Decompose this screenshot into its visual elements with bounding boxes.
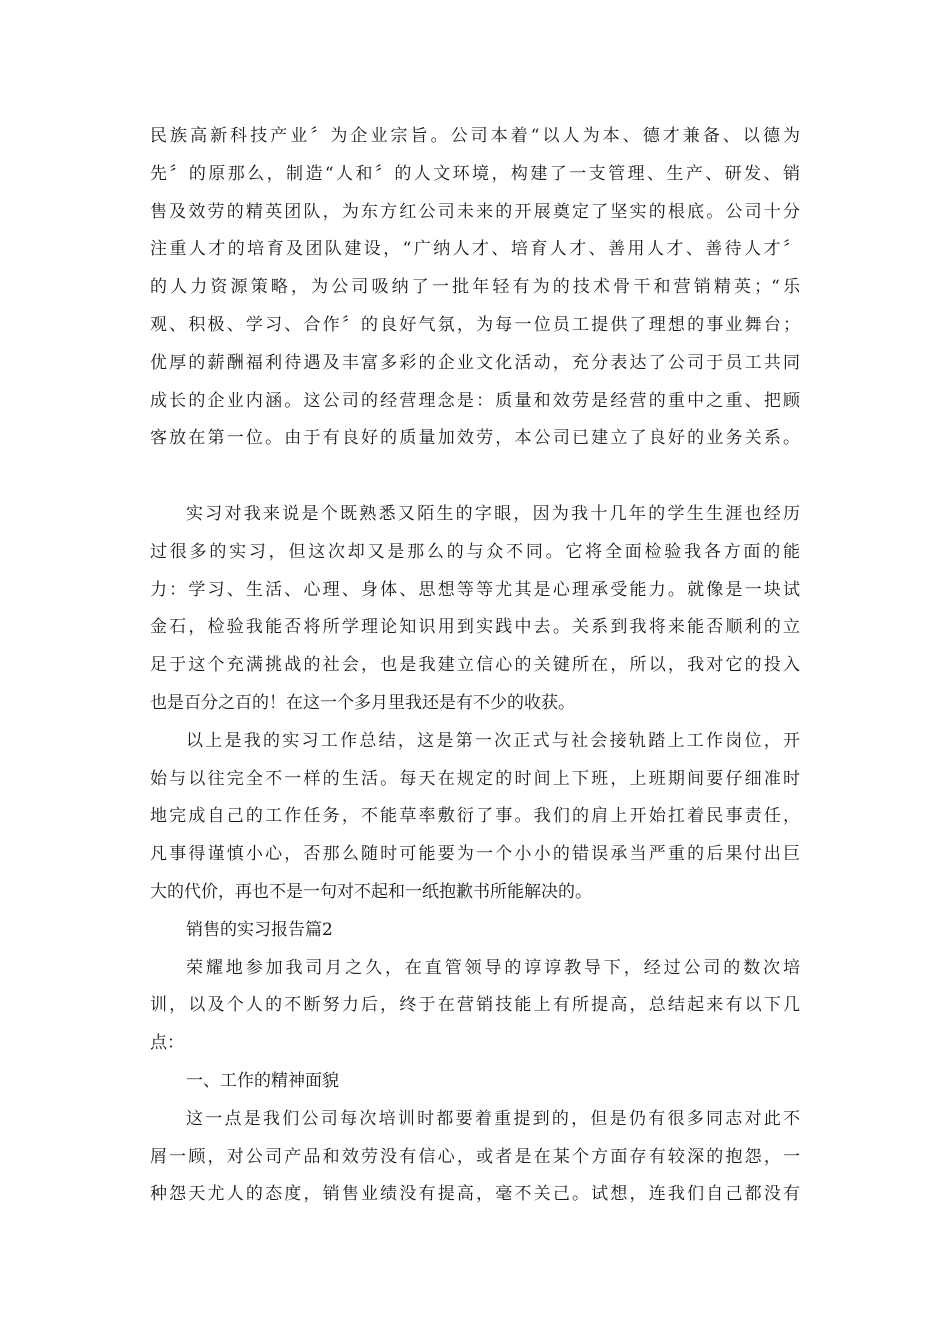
text-line: 足于这个充满挑战的社会，也是我建立信心的关键所在，所以，我对它的投入 — [150, 655, 800, 676]
spirit-paragraph — [150, 1101, 800, 1214]
heading-one: 一、工作的精神面貌 — [186, 1070, 339, 1091]
text-line: 种怨天尤人的态度，销售业绩没有提高，毫不关己。试想，连我们自己都没有 — [150, 1184, 800, 1205]
text-line: 民族高新科技产业〞为企业宗旨。公司本着“以人为本、德才兼备、以德为 — [150, 126, 800, 146]
text-line: 训，以及个人的不断努力后，终于在营销技能上有所提高，总结起来有以下几 — [150, 995, 800, 1016]
text-line: 先〞的原那么，制造“人和〞的人文环境，构建了一支管理、生产、研发、销 — [150, 163, 800, 184]
internship-paragraph — [150, 496, 800, 723]
summary-paragraph — [150, 723, 800, 912]
text-line: 荣耀地参加我司月之久，在直管领导的谆谆教导下，经过公司的数次培 — [186, 957, 800, 978]
text-line: 始与以往完全不一样的生活。每天在规定的时间上下班，上班期间要仔细准时 — [150, 768, 800, 789]
text-line: 客放在第一位。由于有良好的质量加效劳，本公司已建立了良好的业务关系。 — [150, 428, 800, 449]
text-line: 过很多的实习，但这次却又是那么的与众不同。它将全面检验我各方面的能 — [150, 541, 800, 562]
text-line: 金石，检验我能否将所学理论知识用到实践中去。关系到我将来能否顺利的立 — [150, 617, 800, 638]
text-line: 地完成自己的工作任务，不能草率敷衍了事。我们的肩上开始扛着民事责任， — [150, 806, 800, 827]
text-line: 凡事得谨慎小心，否那么随时可能要为一个小小的错误承当严重的后果付出巨 — [150, 844, 800, 865]
text-line: 点： — [150, 1033, 184, 1054]
text-line: 的人力资源策略，为公司吸纳了一批年轻有为的技术骨干和营销精英；“乐 — [150, 277, 800, 298]
text-line: 也是百分之百的！在这一个多月里我还是有不少的收获。 — [150, 692, 575, 713]
text-line: 这一点是我们公司每次培训时都要着重提到的，但是仍有很多同志对此不 — [186, 1108, 800, 1129]
text-line: 售及效劳的精英团队，为东方红公司未来的开展奠定了坚实的根底。公司十分 — [150, 201, 800, 222]
intro-paragraph — [150, 118, 800, 458]
honor-paragraph — [150, 950, 800, 1063]
text-line: 以上是我的实习工作总结，这是第一次正式与社会接轨踏上工作岗位，开 — [186, 730, 800, 751]
text-line: 屑一顾，对公司产品和效劳没有信心，或者是在某个方面存有较深的抱怨，一 — [150, 1146, 800, 1167]
text-line: 成长的企业内涵。这公司的经营理念是：质量和效劳是经营的重中之重、把顾 — [150, 390, 800, 411]
text-line: 注重人才的培育及团队建设，“广纳人才、培育人才、善用人才、善待人才〞 — [150, 239, 800, 260]
text-line: 力：学习、生活、心理、身体、思想等等尤其是心理承受能力。就像是一块试 — [150, 579, 800, 600]
paragraph-spacer — [150, 458, 800, 496]
text-line: 观、积极、学习、合作〞的良好气氛，为每一位员工提供了理想的事业舞台； — [150, 314, 800, 335]
section-title: 销售的实习报告篇2 — [186, 919, 333, 940]
document-body — [150, 118, 800, 1214]
text-line: 实习对我来说是个既熟悉又陌生的字眼，因为我十几年的学生生涯也经历 — [186, 503, 800, 524]
text-line: 优厚的薪酬福利待遇及丰富多彩的企业文化活动，充分表达了公司于员工共同 — [150, 352, 800, 373]
text-line: 大的代价，再也不是一句对不起和一纸抱歉书所能解决的。 — [150, 881, 592, 902]
